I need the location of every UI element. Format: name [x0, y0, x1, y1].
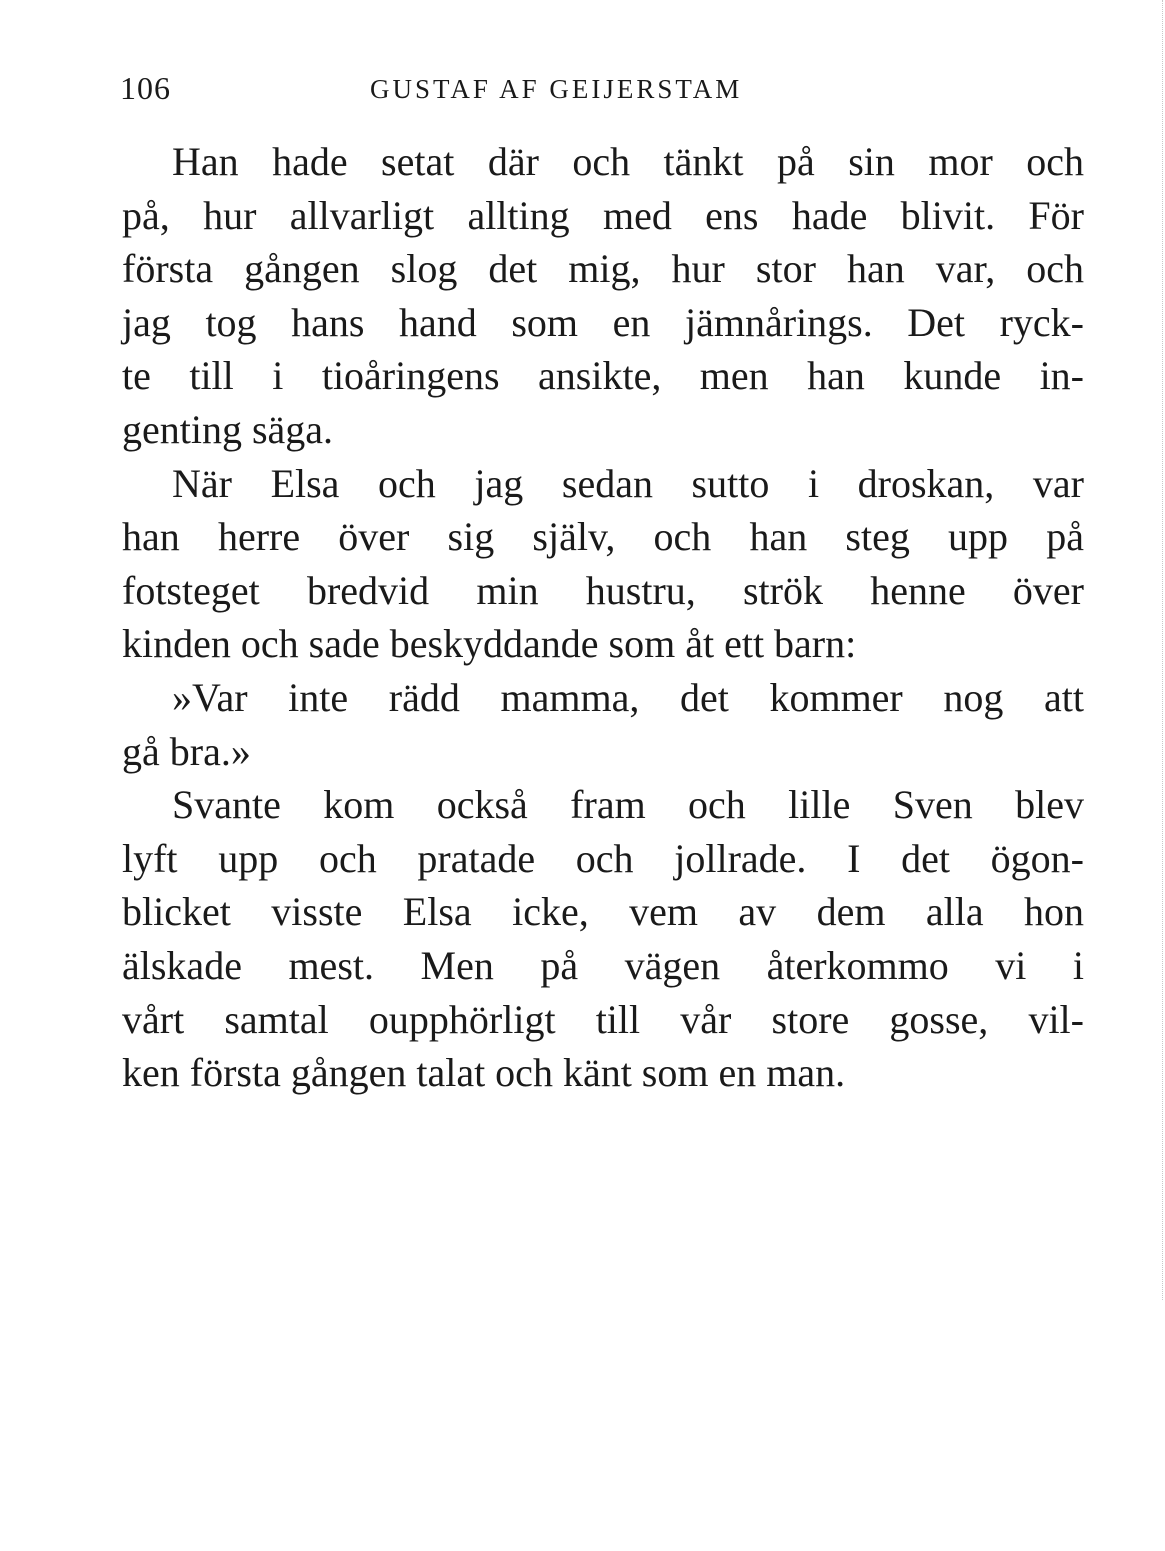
page-number: 106 — [120, 70, 171, 106]
paragraph — [122, 671, 1084, 778]
body-text — [122, 135, 1084, 1100]
text-line: Han hade setat där och tänkt på sin mor och — [172, 139, 1084, 184]
text-line: jag tog hans hand som en jämnårings. Det ryck- — [122, 299, 1084, 345]
paragraph — [122, 457, 1084, 671]
text-line: älskade mest. Men på vägen återkommo vi i — [122, 942, 1084, 988]
text-line: ken första gången talat och känt som en man. — [122, 1050, 846, 1096]
text-line: kinden och sade beskyddande som åt ett barn: — [122, 621, 857, 667]
text-line: vårt samtal oupphörligt till vår store gosse, vil- — [122, 996, 1084, 1042]
text-line: lyft upp och pratade och jollrade. I det ögon- — [122, 835, 1084, 881]
text-line: När Elsa och jag sedan sutto i droskan, var — [172, 460, 1084, 506]
page-edge-rule — [1161, 0, 1163, 1300]
text-line: genting säga. — [122, 406, 334, 452]
text-line: han herre över sig själv, och han steg upp på — [122, 514, 1084, 560]
text-line: blicket visste Elsa icke, vem av dem alla hon — [122, 889, 1084, 935]
paragraph — [122, 778, 1084, 1100]
text-line: te till i tioåringens ansikte, men han kunde in- — [122, 353, 1084, 399]
text-line: fotsteget bredvid min hustru, strök henne över — [122, 567, 1084, 613]
paragraph — [122, 135, 1084, 457]
running-head: GUSTAF AF GEIJERSTAM — [370, 74, 743, 104]
text-line: första gången slog det mig, hur stor han var, och — [122, 246, 1084, 292]
text-line: gå bra.» — [122, 728, 251, 774]
page-header — [120, 70, 1080, 110]
text-line: »Var inte rädd mamma, det kommer nog att — [172, 674, 1084, 720]
text-line: Svante kom också fram och lille Sven blev — [172, 782, 1084, 828]
text-line: på, hur allvarligt allting med ens hade blivit. För — [122, 192, 1084, 238]
